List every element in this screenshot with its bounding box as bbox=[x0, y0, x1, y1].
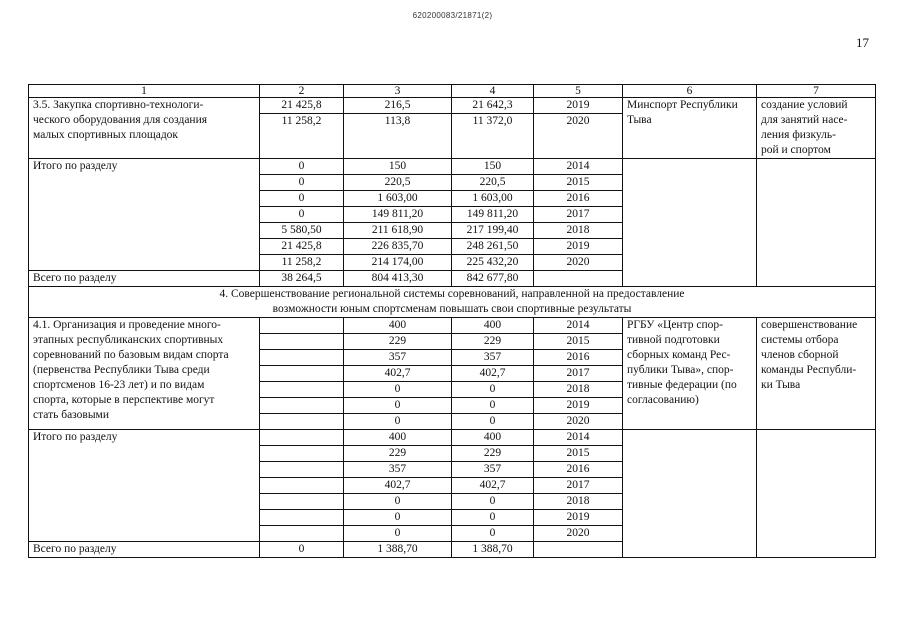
vsego-label: Всего по разделу bbox=[29, 271, 260, 287]
value-cell: 150 bbox=[344, 159, 452, 175]
section-heading-line: возможности юным спортсменам повышать свои спортивные результаты bbox=[272, 303, 632, 315]
empty-cell bbox=[534, 271, 623, 287]
year-cell: 2019 bbox=[534, 98, 623, 114]
section-heading-line: 4. Совершенствование региональной системы соревнований, направленной на предоставление bbox=[219, 288, 685, 300]
value-cell bbox=[260, 334, 344, 350]
value-cell: 220,5 bbox=[344, 175, 452, 191]
value-cell bbox=[260, 526, 344, 542]
value-cell: 402,7 bbox=[452, 366, 534, 382]
value-cell: 0 bbox=[452, 414, 534, 430]
value-cell: 0 bbox=[344, 494, 452, 510]
executor-line: сборных команд Рес- bbox=[627, 349, 731, 361]
value-cell: 402,7 bbox=[452, 478, 534, 494]
column-header: 7 bbox=[757, 85, 876, 98]
value-cell: 0 bbox=[344, 382, 452, 398]
year-cell: 2019 bbox=[534, 398, 623, 414]
year-cell: 2020 bbox=[534, 255, 623, 271]
section-heading-row bbox=[29, 287, 876, 318]
value-cell: 1 603,00 bbox=[452, 191, 534, 207]
value-cell: 38 264,5 bbox=[260, 271, 344, 287]
value-cell: 400 bbox=[344, 318, 452, 334]
value-cell: 21 425,8 bbox=[260, 98, 344, 114]
activity-name-line: 3.5. Закупка спортивно-технологи- bbox=[33, 99, 204, 111]
value-cell: 0 bbox=[452, 510, 534, 526]
value-cell: 0 bbox=[344, 398, 452, 414]
value-cell: 357 bbox=[452, 350, 534, 366]
value-cell: 357 bbox=[344, 462, 452, 478]
value-cell: 0 bbox=[260, 191, 344, 207]
itogo-label: Итого по разделу bbox=[29, 159, 260, 271]
activity-name-line: ческого оборудования для создания bbox=[33, 114, 208, 126]
value-cell bbox=[260, 350, 344, 366]
column-number-row bbox=[29, 85, 876, 98]
value-cell bbox=[260, 462, 344, 478]
year-cell: 2019 bbox=[534, 510, 623, 526]
result-line: для занятий насе- bbox=[761, 114, 848, 126]
value-cell: 0 bbox=[260, 207, 344, 223]
value-cell: 217 199,40 bbox=[452, 223, 534, 239]
value-cell: 357 bbox=[344, 350, 452, 366]
value-cell bbox=[260, 382, 344, 398]
value-cell: 229 bbox=[344, 334, 452, 350]
value-cell bbox=[260, 494, 344, 510]
value-cell bbox=[260, 318, 344, 334]
year-cell: 2016 bbox=[534, 462, 623, 478]
year-cell: 2016 bbox=[534, 191, 623, 207]
value-cell: 149 811,20 bbox=[344, 207, 452, 223]
year-cell: 2019 bbox=[534, 239, 623, 255]
executor-line: публики Тыва», спор- bbox=[627, 364, 734, 376]
table-row bbox=[29, 318, 876, 334]
column-header: 6 bbox=[623, 85, 757, 98]
value-cell: 402,7 bbox=[344, 478, 452, 494]
column-header: 5 bbox=[534, 85, 623, 98]
value-cell: 229 bbox=[344, 446, 452, 462]
value-cell: 229 bbox=[452, 334, 534, 350]
value-cell: 21 425,8 bbox=[260, 239, 344, 255]
year-cell: 2017 bbox=[534, 366, 623, 382]
activity-name-line: этапных республиканских спортивных bbox=[33, 334, 224, 346]
value-cell: 402,7 bbox=[344, 366, 452, 382]
result-cell bbox=[757, 98, 876, 159]
value-cell: 216,5 bbox=[344, 98, 452, 114]
year-cell: 2016 bbox=[534, 350, 623, 366]
value-cell: 225 432,20 bbox=[452, 255, 534, 271]
result-line: создание условий bbox=[761, 99, 848, 111]
value-cell: 842 677,80 bbox=[452, 271, 534, 287]
value-cell: 11 372,0 bbox=[452, 114, 534, 159]
table-row bbox=[29, 430, 876, 446]
value-cell: 0 bbox=[452, 398, 534, 414]
year-cell: 2015 bbox=[534, 175, 623, 191]
activity-name-line: (первенства Республики Тыва среди bbox=[33, 364, 210, 376]
section-heading bbox=[29, 287, 876, 318]
table-row bbox=[29, 98, 876, 114]
result-line: ления физкуль- bbox=[761, 129, 836, 141]
value-cell: 0 bbox=[260, 542, 344, 558]
activity-name-cell bbox=[29, 318, 260, 430]
empty-cell bbox=[757, 159, 876, 287]
year-cell: 2017 bbox=[534, 207, 623, 223]
value-cell: 357 bbox=[452, 462, 534, 478]
value-cell: 220,5 bbox=[452, 175, 534, 191]
value-cell: 149 811,20 bbox=[452, 207, 534, 223]
value-cell bbox=[260, 446, 344, 462]
value-cell: 248 261,50 bbox=[452, 239, 534, 255]
executor-line: согласованию) bbox=[627, 394, 699, 406]
value-cell: 11 258,2 bbox=[260, 114, 344, 159]
year-cell: 2014 bbox=[534, 318, 623, 334]
year-cell: 2020 bbox=[534, 414, 623, 430]
value-cell: 0 bbox=[260, 175, 344, 191]
result-line: системы отбора bbox=[761, 334, 839, 346]
value-cell bbox=[260, 478, 344, 494]
value-cell: 214 174,00 bbox=[344, 255, 452, 271]
executor-line: РГБУ «Центр спор- bbox=[627, 319, 723, 331]
value-cell: 400 bbox=[452, 430, 534, 446]
column-header: 2 bbox=[260, 85, 344, 98]
value-cell bbox=[260, 510, 344, 526]
empty-cell bbox=[534, 542, 623, 558]
year-cell: 2018 bbox=[534, 494, 623, 510]
executor-cell: Минспорт Республики Тыва bbox=[623, 98, 757, 159]
value-cell: 0 bbox=[260, 159, 344, 175]
value-cell: 226 835,70 bbox=[344, 239, 452, 255]
result-line: рой и спортом bbox=[761, 144, 831, 156]
value-cell: 21 642,3 bbox=[452, 98, 534, 114]
activity-name-cell bbox=[29, 98, 260, 159]
value-cell: 0 bbox=[344, 526, 452, 542]
column-header: 1 bbox=[29, 85, 260, 98]
value-cell: 400 bbox=[344, 430, 452, 446]
table-row bbox=[29, 159, 876, 175]
value-cell: 113,8 bbox=[344, 114, 452, 159]
column-header: 3 bbox=[344, 85, 452, 98]
result-line: ки Тыва bbox=[761, 379, 801, 391]
year-cell: 2020 bbox=[534, 114, 623, 159]
value-cell: 1 603,00 bbox=[344, 191, 452, 207]
value-cell: 0 bbox=[452, 494, 534, 510]
value-cell: 804 413,30 bbox=[344, 271, 452, 287]
activity-name-line: спортсменов 16-23 лет) и по видам bbox=[33, 379, 205, 391]
program-table bbox=[28, 84, 876, 558]
value-cell bbox=[260, 430, 344, 446]
itogo-label: Итого по разделу bbox=[29, 430, 260, 542]
activity-name-line: малых спортивных площадок bbox=[33, 129, 179, 141]
value-cell: 11 258,2 bbox=[260, 255, 344, 271]
executor-cell bbox=[623, 318, 757, 430]
value-cell: 0 bbox=[344, 510, 452, 526]
document-id: 620200083/21871(2) bbox=[412, 11, 493, 20]
result-line: команды Республи- bbox=[761, 364, 857, 376]
executor-line: тивные федерации (по bbox=[627, 379, 737, 391]
value-cell: 0 bbox=[452, 382, 534, 398]
activity-name-line: 4.1. Организация и проведение много- bbox=[33, 319, 221, 331]
value-cell: 400 bbox=[452, 318, 534, 334]
empty-cell bbox=[757, 430, 876, 558]
page-number: 17 bbox=[856, 35, 869, 50]
year-cell: 2014 bbox=[534, 430, 623, 446]
empty-cell bbox=[623, 159, 757, 287]
year-cell: 2020 bbox=[534, 526, 623, 542]
activity-name-line: соревнований по базовым видам спорта bbox=[33, 349, 229, 361]
value-cell bbox=[260, 398, 344, 414]
value-cell: 1 388,70 bbox=[344, 542, 452, 558]
value-cell: 150 bbox=[452, 159, 534, 175]
year-cell: 2017 bbox=[534, 478, 623, 494]
column-header: 4 bbox=[452, 85, 534, 98]
result-line: членов сборной bbox=[761, 349, 839, 361]
result-cell bbox=[757, 318, 876, 430]
year-cell: 2015 bbox=[534, 334, 623, 350]
value-cell: 229 bbox=[452, 446, 534, 462]
value-cell: 5 580,50 bbox=[260, 223, 344, 239]
activity-name-line: спорта, которые в перспективе могут bbox=[33, 394, 215, 406]
value-cell: 0 bbox=[344, 414, 452, 430]
year-cell: 2014 bbox=[534, 159, 623, 175]
value-cell bbox=[260, 366, 344, 382]
year-cell: 2015 bbox=[534, 446, 623, 462]
value-cell: 1 388,70 bbox=[452, 542, 534, 558]
value-cell: 211 618,90 bbox=[344, 223, 452, 239]
vsego-label: Всего по разделу bbox=[29, 542, 260, 558]
empty-cell bbox=[623, 430, 757, 558]
activity-name-line: стать базовыми bbox=[33, 409, 109, 421]
value-cell bbox=[260, 414, 344, 430]
year-cell: 2018 bbox=[534, 382, 623, 398]
value-cell: 0 bbox=[452, 526, 534, 542]
executor-line: тивной подготовки bbox=[627, 334, 720, 346]
year-cell: 2018 bbox=[534, 223, 623, 239]
result-line: совершенствование bbox=[761, 319, 858, 331]
